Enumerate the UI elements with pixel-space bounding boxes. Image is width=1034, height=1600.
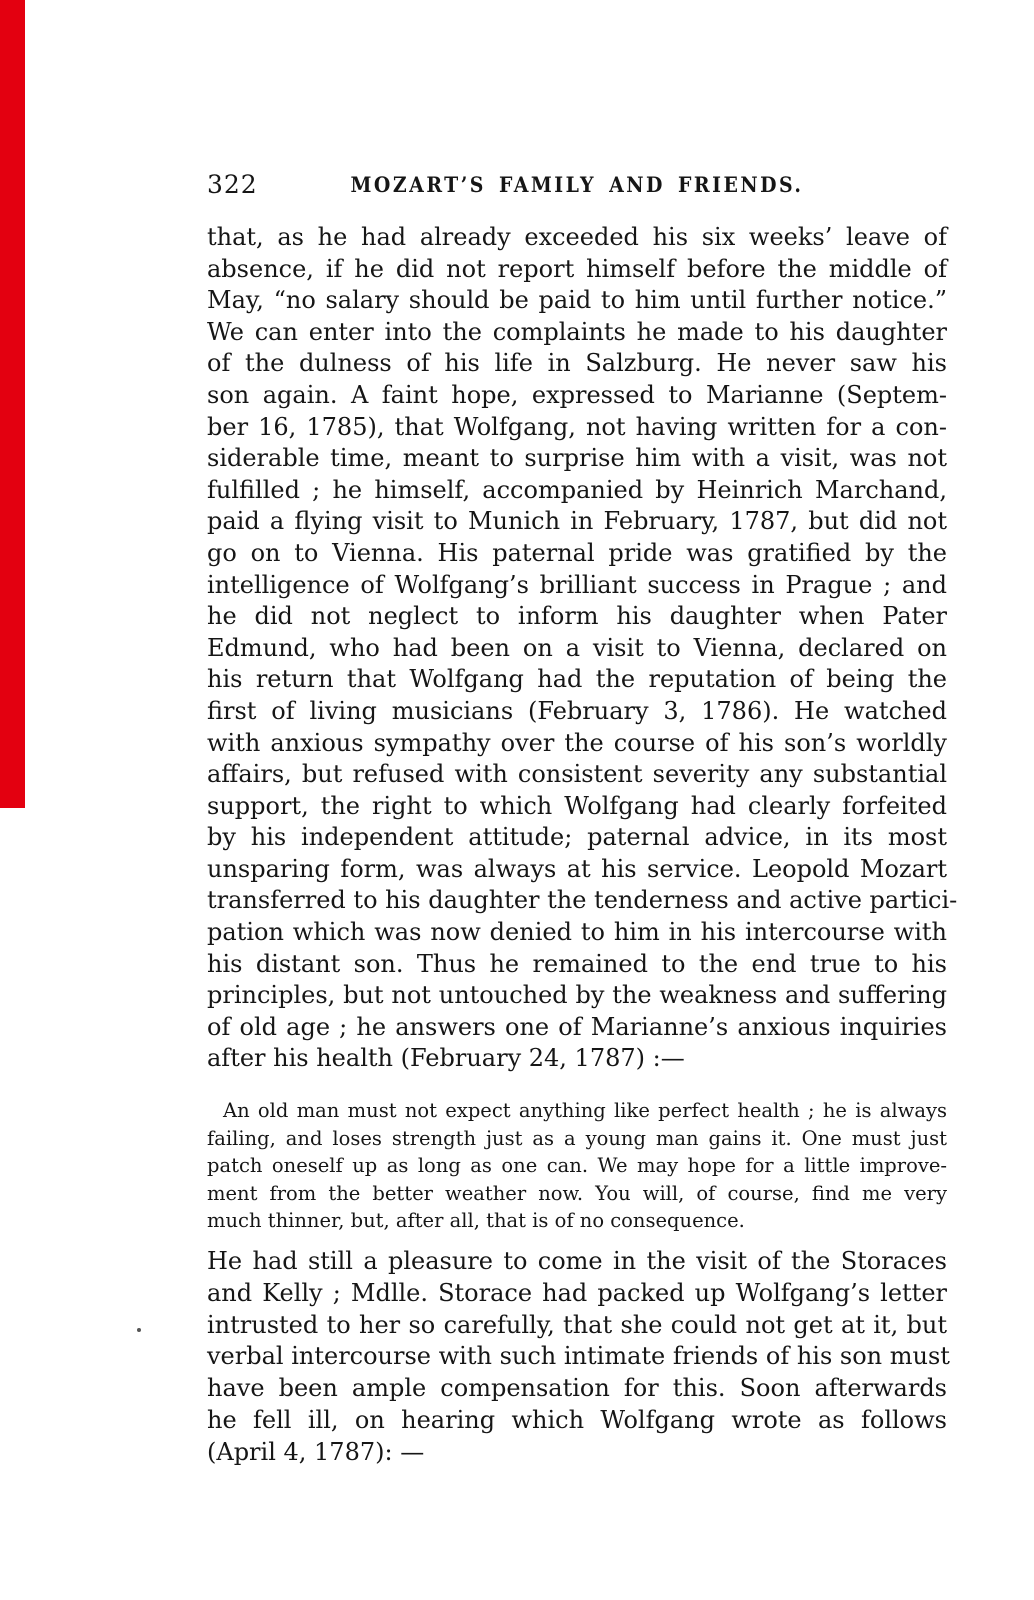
text-line: pation which was now denied to him in his intercourse with <box>207 918 947 947</box>
text-line: transferred to his daughter the tenderness and active partici- <box>207 886 958 915</box>
text-line: go on to Vienna. His paternal pride was gratified by the <box>207 538 947 567</box>
letter-quote <box>207 1097 947 1235</box>
text-line: and Kelly ; Mdlle. Storace had packed up Wolfgang’s letter <box>207 1278 947 1307</box>
paragraph-final <box>207 1246 950 1469</box>
text-line: of the dulness of his life in Salzburg. He never saw his <box>207 349 947 378</box>
text-line: He had still a pleasure to come in the visit of the Storaces <box>207 1247 947 1275</box>
text-line: paid a flying visit to Munich in February, 1787, but did not <box>207 507 947 536</box>
text-line: principles, but not untouched by the weakness and suffering <box>207 981 947 1010</box>
text-line: son again. A faint hope, expressed to Marianne (Septem- <box>207 380 947 409</box>
text-line: after his health (February 24, 1787) :— <box>207 1044 685 1073</box>
text-line: absence, if he did not report himself before the middle of <box>207 254 947 283</box>
text-line: We can enter into the complaints he made to his daughter <box>207 317 947 346</box>
text-line: intelligence of Wolfgang’s brilliant success in Prague ; and <box>207 570 947 599</box>
text-line: Edmund, who had been on a visit to Vienna, declared on <box>207 633 947 662</box>
text-line: patch oneself up as long as one can. We may hope for a little improve- <box>207 1154 947 1177</box>
text-line: he fell ill, on hearing which Wolfgang wrote as follows <box>207 1405 947 1434</box>
text-line: An old man must not expect anything like perfect health ; he is always <box>223 1099 947 1122</box>
text-line: unsparing form, was always at his service. Leopold Mozart <box>207 854 947 883</box>
text-line: that, as he had already exceeded his six weeks’ leave of <box>207 223 947 251</box>
text-line: intrusted to her so carefully, that she could not get at it, but <box>207 1310 947 1339</box>
text-line: have been ample compensation for this. Soon afterwards <box>207 1374 947 1403</box>
paragraph-main <box>207 222 958 1075</box>
running-header: MOZART’S FAMILY AND FRIENDS. <box>350 172 804 197</box>
text-line: he did not neglect to inform his daughter when Pater <box>207 602 947 631</box>
text-line: much thinner, but, after all, that is of no consequence. <box>207 1209 745 1232</box>
text-line: of old age ; he answers one of Marianne’s anxious inquiries <box>207 1012 947 1041</box>
text-line: support, the right to which Wolfgang had clearly forfeited <box>207 791 947 820</box>
text-line: ment from the better weather now. You will, of course, find me very <box>207 1181 947 1205</box>
text-line: ber 16, 1785), that Wolfgang, not having written for a con- <box>207 412 947 441</box>
text-line: by his independent attitude; paternal advice, in its most <box>207 823 947 852</box>
text-line: first of living musicians (February 3, 1786). He watched <box>207 696 947 725</box>
text-line: (April 4, 1787): — <box>207 1437 425 1466</box>
text-line: May, “no salary should be paid to him until further notice.” <box>207 286 947 315</box>
scan-speck <box>137 1328 141 1332</box>
text-line: fulfilled ; he himself, accompanied by Heinrich Marchand, <box>207 475 947 504</box>
text-line: his distant son. Thus he remained to the end true to his <box>207 949 947 978</box>
text-line: with anxious sympathy over the course of his son’s worldly <box>207 728 947 757</box>
text-line: affairs, but refused with consistent severity any substantial <box>207 760 947 789</box>
page-number: 322 <box>207 170 258 199</box>
red-edge-stripe <box>0 0 25 808</box>
text-line: failing, and loses strength just as a young man gains it. One must just <box>207 1126 947 1150</box>
text-line: verbal intercourse with such intimate friends of his son must <box>207 1342 950 1371</box>
text-line: his return that Wolfgang had the reputation of being the <box>207 665 947 694</box>
text-line: siderable time, meant to surprise him with a visit, was not <box>207 444 947 473</box>
